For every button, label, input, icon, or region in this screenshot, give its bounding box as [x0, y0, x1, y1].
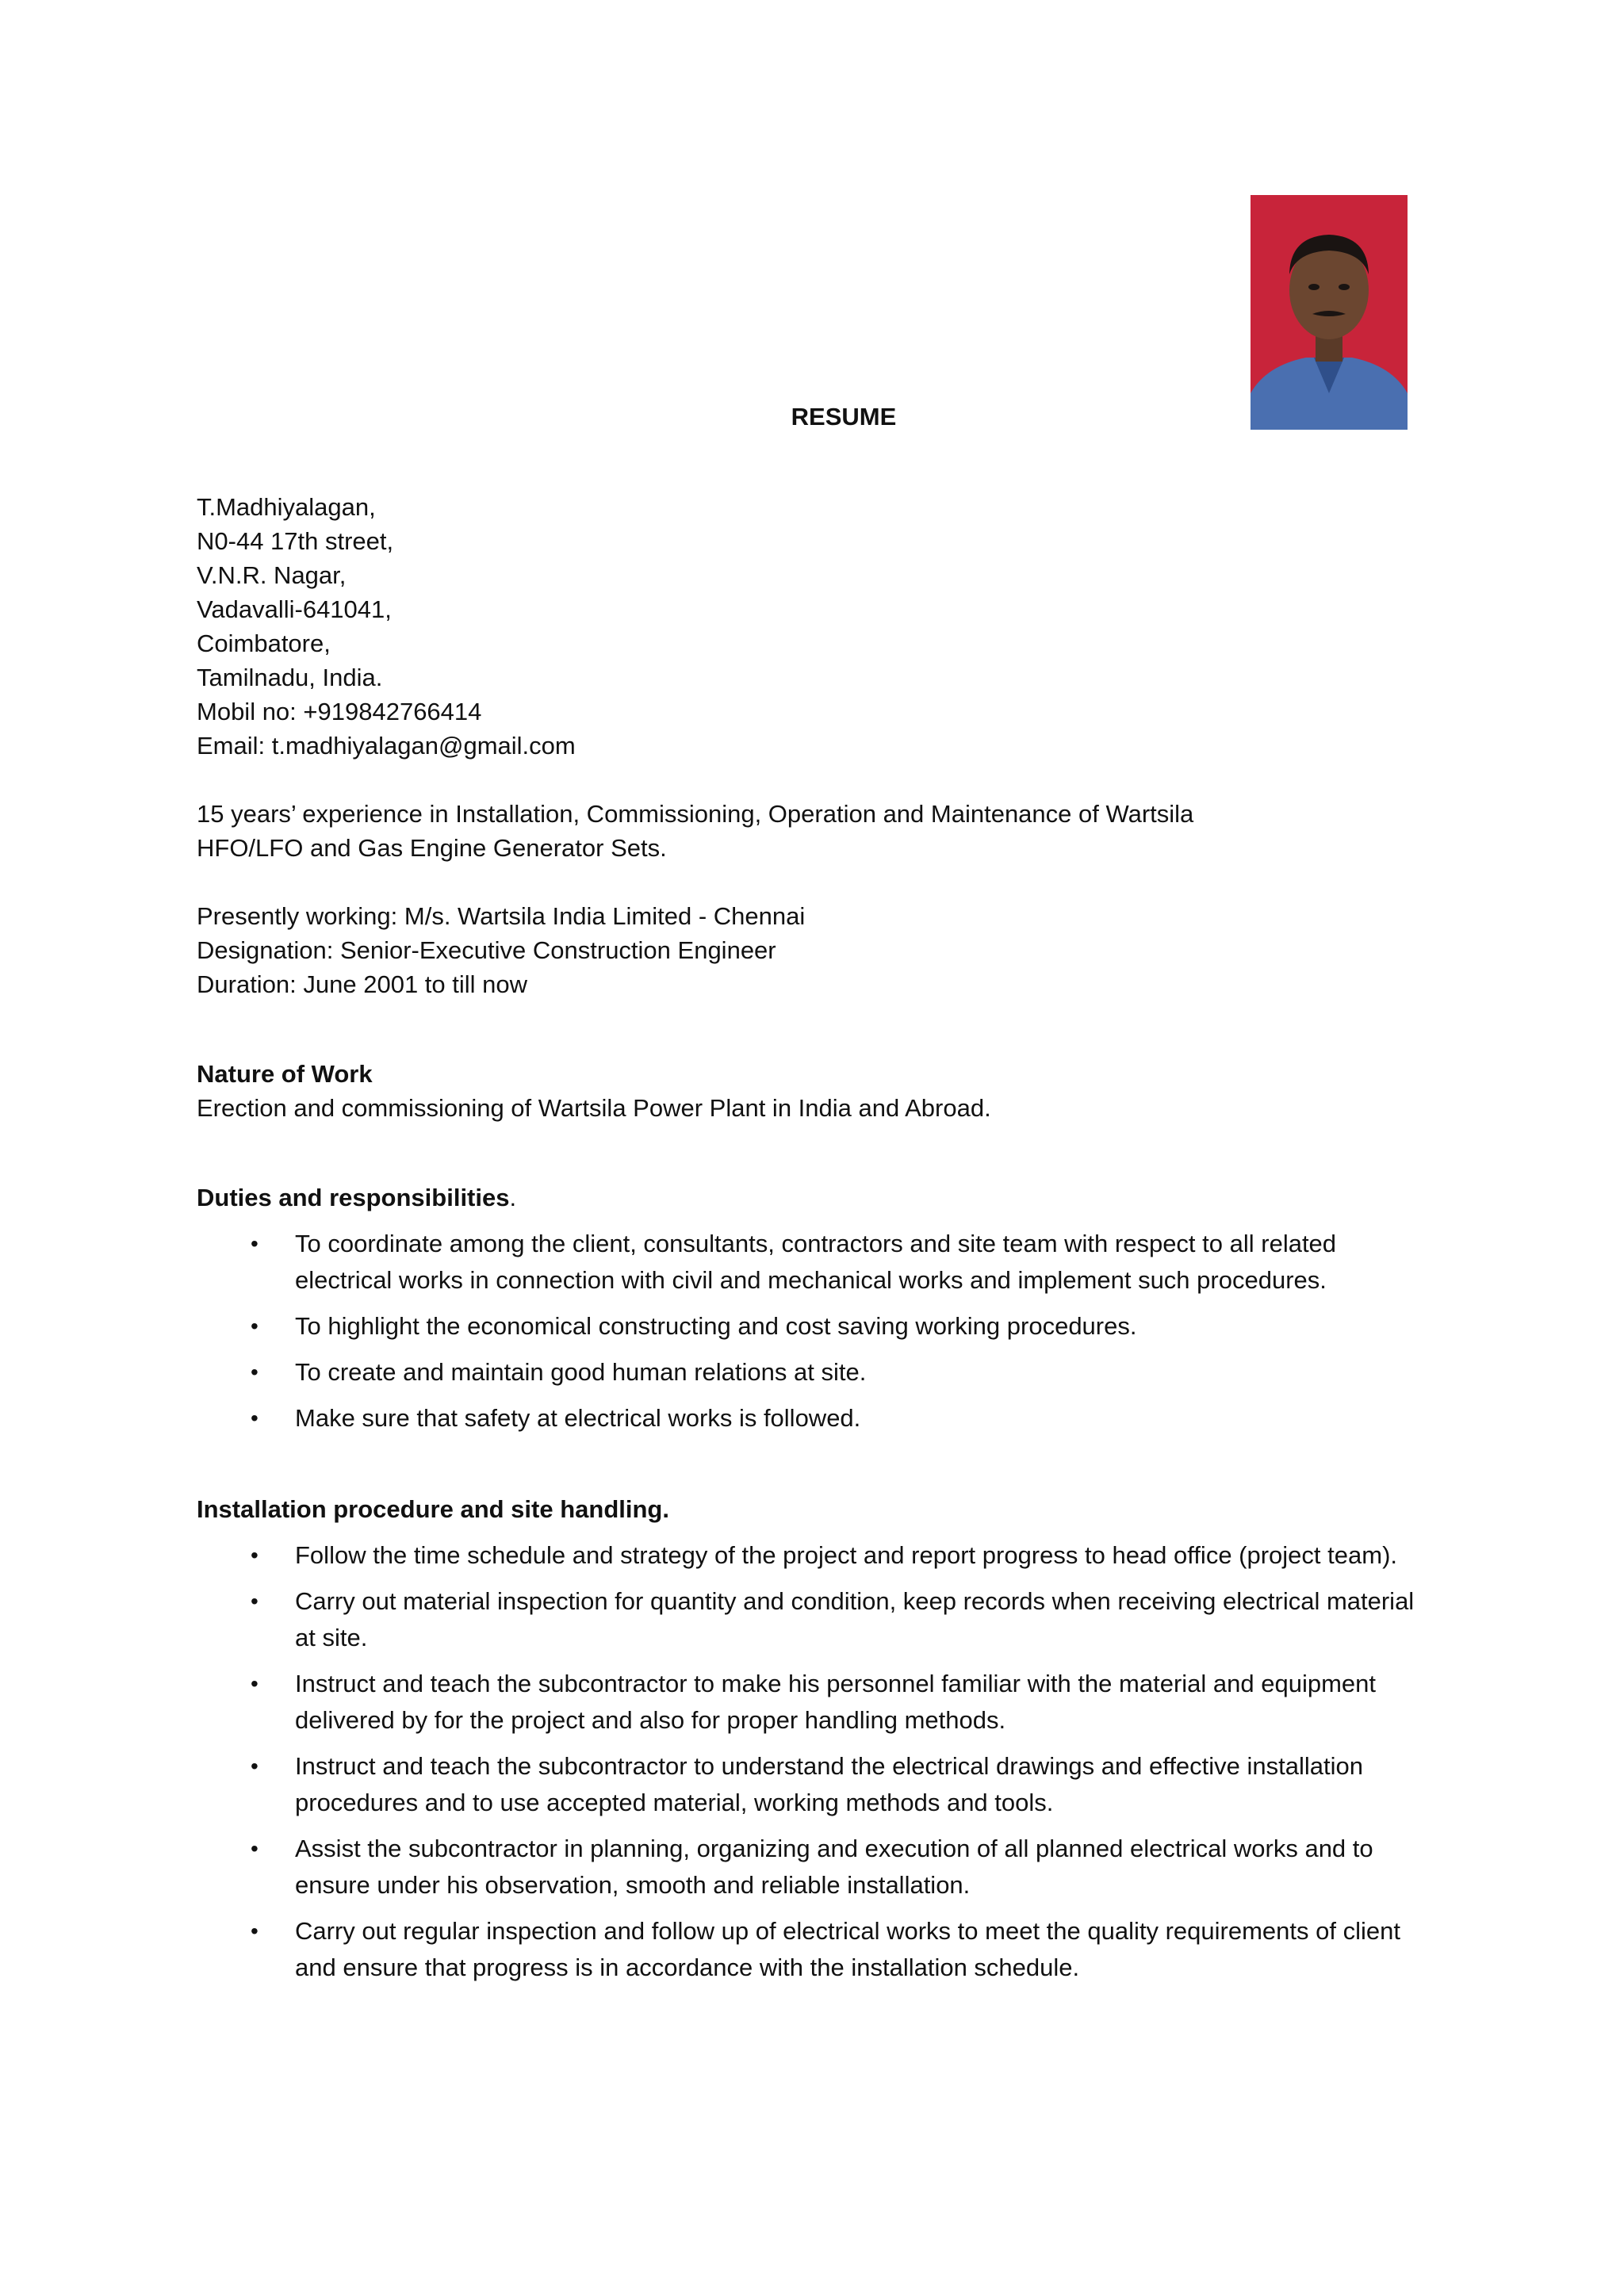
- list-item: • Make sure that safety at electrical works is followed.: [197, 1400, 1437, 1437]
- bullet-icon: •: [251, 1671, 259, 1696]
- list-item: • To create and maintain good human relations at site.: [197, 1354, 1437, 1391]
- address-line: Tamilnadu, India.: [197, 664, 383, 691]
- duration: Duration: June 2001 to till now: [197, 970, 528, 998]
- resume-body: [197, 490, 1434, 1986]
- email-address: Email: t.madhiyalagan@gmail.com: [197, 732, 576, 760]
- duties-list: [197, 1226, 1434, 1437]
- address-line: V.N.R. Nagar,: [197, 561, 347, 589]
- bullet-icon: •: [251, 1231, 259, 1256]
- bullet-icon: •: [251, 1589, 259, 1613]
- bullet-icon: •: [251, 1314, 259, 1338]
- person-portrait-icon: [1251, 195, 1408, 430]
- section-heading: Installation procedure and site handling.: [197, 1495, 669, 1523]
- nature-of-work-text: Erection and commissioning of Wartsila Power Plant in India and Abroad.: [197, 1094, 991, 1122]
- contact-block: [197, 490, 1434, 763]
- address-line: Coimbatore,: [197, 629, 331, 657]
- mobile-number: Mobil no: +919842766414: [197, 698, 482, 725]
- bullet-icon: •: [251, 1919, 259, 1943]
- list-item: • Carry out regular inspection and follow up of electrical works to meet the quality requirements of client and ensure that progress is in accordance with the installation schedule.: [197, 1913, 1437, 1986]
- list-item: • Carry out material inspection for quantity and condition, keep records when receiving electrical material at site.: [197, 1583, 1437, 1656]
- employment-block: [197, 899, 1434, 1001]
- list-item: • Assist the subcontractor in planning, organizing and execution of all planned electrical works and to ensure under his observation, smooth and reliable installation.: [197, 1831, 1437, 1904]
- list-item: • Instruct and teach the subcontractor to make his personnel familiar with the material and equipment delivered by for the project and also for proper handling methods.: [197, 1666, 1437, 1739]
- designation: Designation: Senior-Executive Construction Engineer: [197, 936, 776, 964]
- bullet-icon: •: [251, 1836, 259, 1861]
- section-heading: Nature of Work: [197, 1060, 373, 1088]
- bullet-icon: •: [251, 1543, 259, 1567]
- summary-line: 15 years’ experience in Installation, Commissioning, Operation and Maintenance of Wartsila: [197, 800, 1194, 828]
- address-line: Vadavalli-641041,: [197, 595, 392, 623]
- list-item: • Instruct and teach the subcontractor to understand the electrical drawings and effective installation procedures and to use accepted material, working methods and tools.: [197, 1748, 1437, 1821]
- list-item: • To coordinate among the client, consultants, contractors and site team with respect to all related electrical works in connection with civil and mechanical works and implement such procedures.: [197, 1226, 1437, 1299]
- section-heading: Duties and responsibilities: [197, 1184, 510, 1211]
- present-employer: Presently working: M/s. Wartsila India Limited - Chennai: [197, 902, 806, 930]
- profile-photo: [1251, 195, 1408, 430]
- nature-of-work-section: [197, 1057, 1434, 1125]
- list-item: • Follow the time schedule and strategy of the project and report progress to head office (project team).: [197, 1537, 1437, 1574]
- page-title: RESUME: [791, 403, 897, 430]
- heading-period: .: [509, 1184, 517, 1211]
- duties-section: [197, 1181, 1434, 1437]
- bullet-icon: •: [251, 1360, 259, 1384]
- bullet-icon: •: [251, 1406, 259, 1430]
- summary-line: HFO/LFO and Gas Engine Generator Sets.: [197, 834, 667, 862]
- address-line: N0-44 17th street,: [197, 527, 394, 555]
- experience-summary: [197, 797, 1434, 865]
- installation-list: [197, 1537, 1434, 1986]
- installation-section: [197, 1492, 1434, 1986]
- candidate-name: T.Madhiyalagan,: [197, 493, 376, 521]
- list-item: • To highlight the economical constructing and cost saving working procedures.: [197, 1308, 1437, 1345]
- bullet-icon: •: [251, 1754, 259, 1778]
